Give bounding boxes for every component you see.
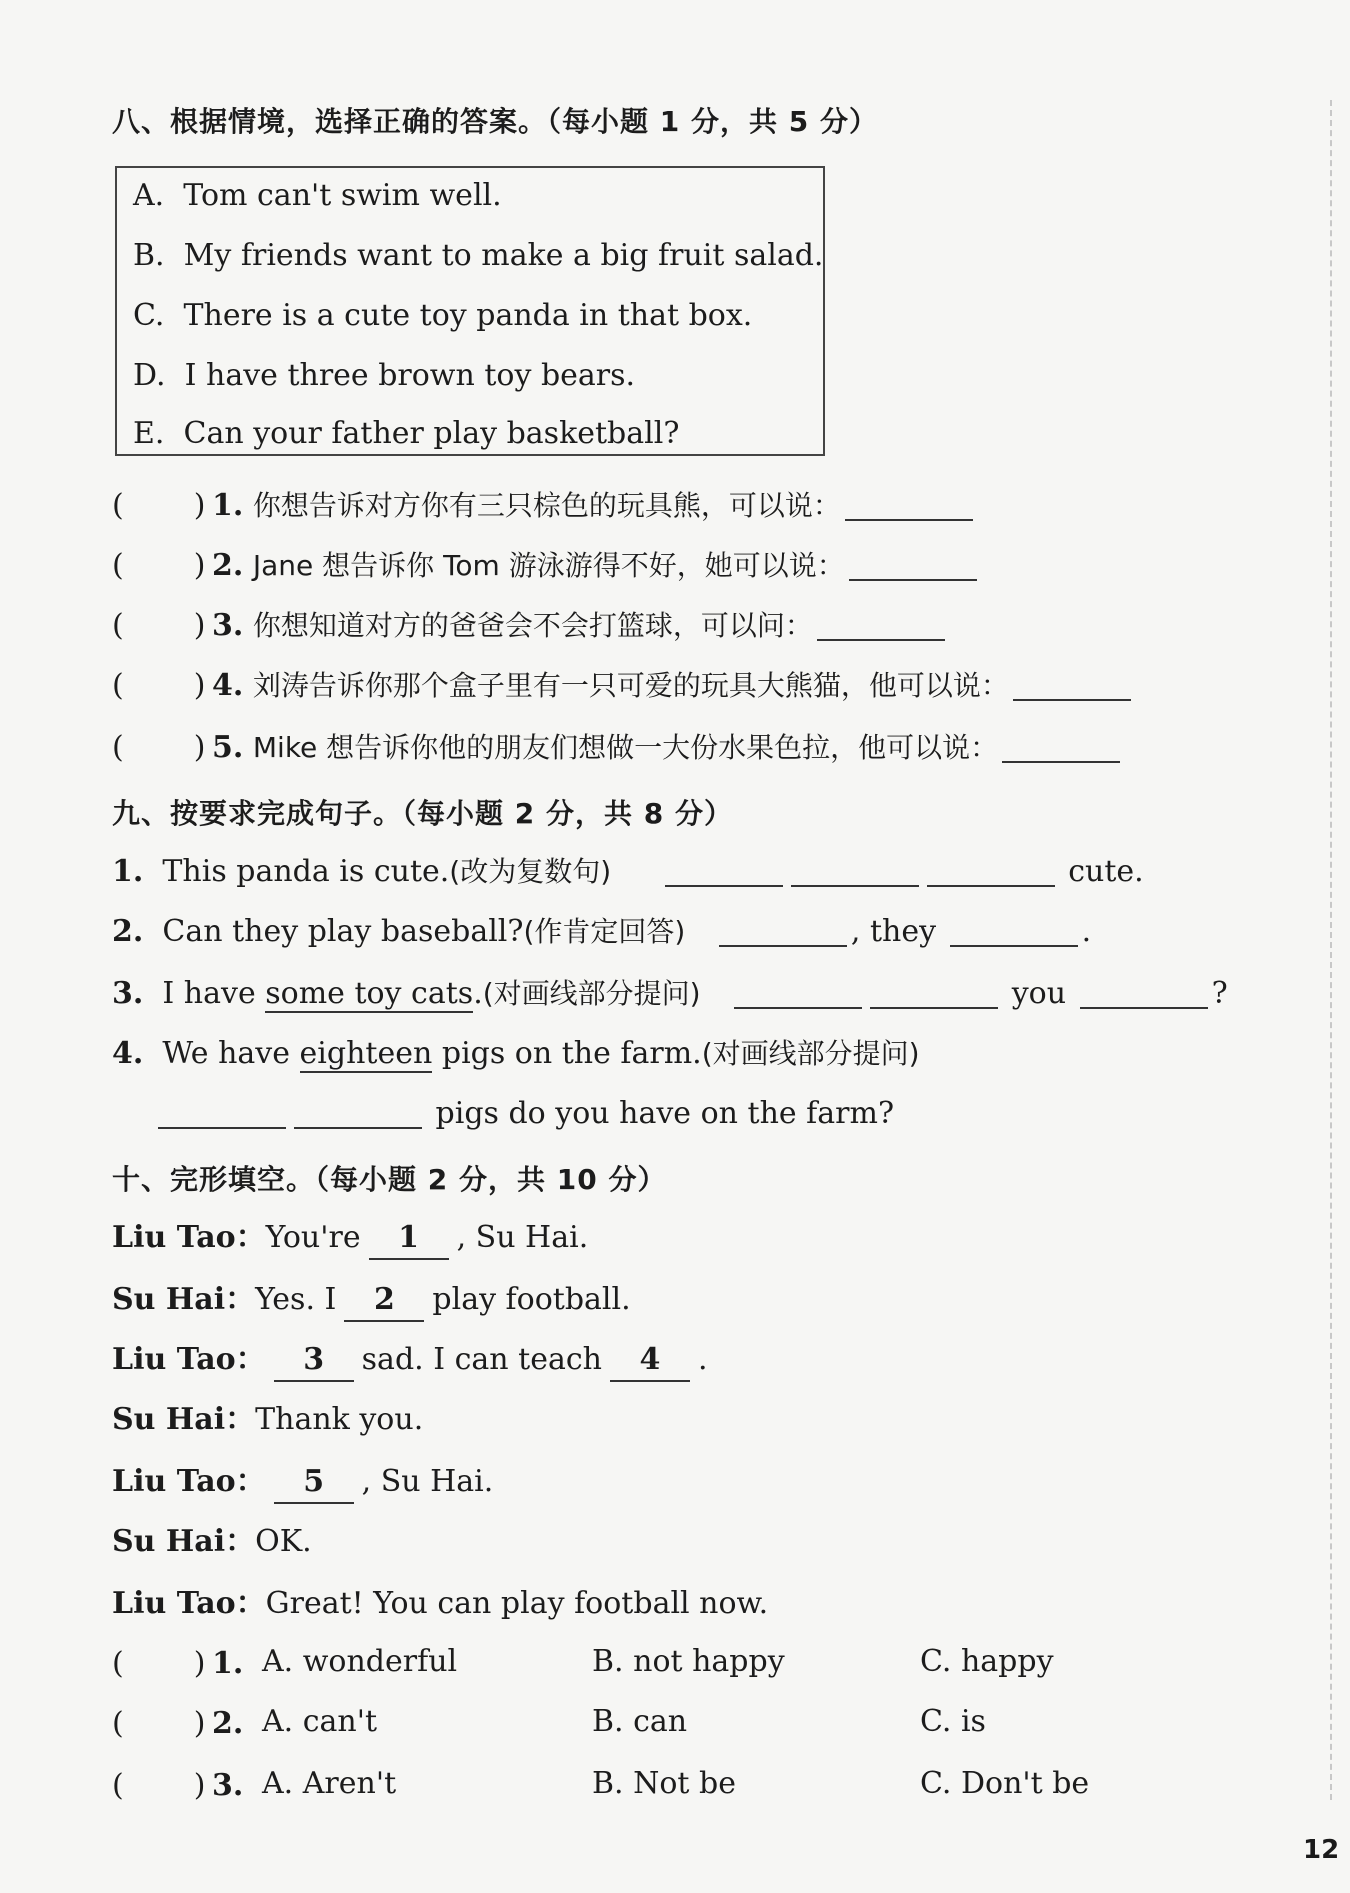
s8-question-1: ( ) 1. 你想告诉对方你有三只棕色的玩具熊，可以说： <box>112 486 977 526</box>
answer-blank[interactable] <box>158 1097 286 1129</box>
dialogue-line-5: Liu Tao： 5 , Su Hai. <box>112 1462 493 1504</box>
underlined-phrase: eighteen <box>299 1036 433 1071</box>
s8-question-3: ( ) 3. 你想知道对方的爸爸会不会打篮球，可以问： <box>112 606 949 646</box>
choice-3-b[interactable]: B. Not be <box>592 1766 736 1801</box>
s9-question-2: 2. Can they play baseball?(作肯定回答) , they . <box>112 914 1092 949</box>
cloze-blank-3[interactable]: 3 <box>274 1340 354 1382</box>
section9-header: 九、按要求完成句子。（每小题 2 分，共 8 分） <box>112 797 733 830</box>
choice-1-c[interactable]: C. happy <box>920 1644 1054 1679</box>
s8-question-2: ( ) 2. Jane 想告诉你 Tom 游泳游得不好，她可以说： <box>112 546 981 586</box>
option-b: B. My friends want to make a big fruit salad. <box>133 238 824 273</box>
choice-3-c[interactable]: C. Don't be <box>920 1766 1090 1801</box>
answer-blank[interactable] <box>950 915 1078 947</box>
dialogue-line-6: Su Hai：OK. <box>112 1524 312 1559</box>
answer-blank[interactable] <box>294 1097 422 1129</box>
choice-row-1: ( ) 1. <box>112 1644 243 1684</box>
choice-1-b[interactable]: B. not happy <box>592 1644 785 1679</box>
answer-paren-3[interactable]: ( ) <box>112 608 206 643</box>
options-box <box>115 166 825 456</box>
dialogue-line-3: Liu Tao： 3 sad. I can teach 4 . <box>112 1340 708 1382</box>
dialogue-line-2: Su Hai：Yes. I 2 play football. <box>112 1280 631 1322</box>
answer-blank[interactable] <box>870 977 998 1009</box>
choice-2-b[interactable]: B. can <box>592 1704 688 1739</box>
answer-blank[interactable] <box>1002 731 1120 763</box>
answer-blank[interactable] <box>817 609 945 641</box>
answer-blank[interactable] <box>849 549 977 581</box>
choice-answer-paren-3[interactable]: ( ) <box>112 1768 206 1803</box>
margin-dashed-line <box>1330 100 1332 1800</box>
cloze-blank-1[interactable]: 1 <box>369 1218 449 1260</box>
s8-question-5: ( ) 5. Mike 想告诉你他的朋友们想做一大份水果色拉，他可以说： <box>112 728 1124 768</box>
option-e: E. Can your father play basketball? <box>133 416 680 451</box>
cloze-blank-2[interactable]: 2 <box>344 1280 424 1322</box>
option-d: D. I have three brown toy bears. <box>133 358 636 393</box>
choice-2-a[interactable]: A. can't <box>262 1704 378 1739</box>
option-a: A. Tom can't swim well. <box>133 178 502 213</box>
choice-row-3: ( ) 3. <box>112 1766 243 1806</box>
choice-row-2: ( ) 2. <box>112 1704 243 1744</box>
choice-answer-paren-2[interactable]: ( ) <box>112 1706 206 1741</box>
answer-blank[interactable] <box>845 489 973 521</box>
answer-blank[interactable] <box>1013 669 1131 701</box>
s9-question-4: 4. We have eighteen pigs on the farm.(对画线部分提问) <box>112 1036 920 1071</box>
dialogue-line-1: Liu Tao：You're 1 , Su Hai. <box>112 1218 588 1260</box>
answer-paren-5[interactable]: ( ) <box>112 730 206 765</box>
choice-1-a[interactable]: A. wonderful <box>262 1644 458 1679</box>
cloze-blank-4[interactable]: 4 <box>610 1340 690 1382</box>
answer-blank[interactable] <box>791 855 919 887</box>
answer-blank[interactable] <box>1080 977 1208 1009</box>
dialogue-line-4: Su Hai：Thank you. <box>112 1402 424 1437</box>
s9-question-1: 1. This panda is cute.(改为复数句) cute. <box>112 854 1144 889</box>
dialogue-line-7: Liu Tao：Great! You can play football now. <box>112 1586 769 1621</box>
underlined-phrase: some toy cats <box>265 976 474 1011</box>
option-c: C. There is a cute toy panda in that box. <box>133 298 753 333</box>
answer-blank[interactable] <box>665 855 783 887</box>
cloze-blank-5[interactable]: 5 <box>274 1462 354 1504</box>
section8-header: 八、根据情境，选择正确的答案。（每小题 1 分，共 5 分） <box>112 105 878 138</box>
answer-blank[interactable] <box>927 855 1055 887</box>
page-number: 12 <box>1303 1835 1340 1865</box>
answer-blank[interactable] <box>719 915 847 947</box>
section10-header: 十、完形填空。（每小题 2 分，共 10 分） <box>112 1163 667 1196</box>
choice-3-a[interactable]: A. Aren't <box>262 1766 397 1801</box>
choice-2-c[interactable]: C. is <box>920 1704 986 1739</box>
answer-paren-2[interactable]: ( ) <box>112 548 206 583</box>
s8-question-4: ( ) 4. 刘涛告诉你那个盒子里有一只可爱的玩具大熊猫，他可以说： <box>112 666 1135 706</box>
s9-question-3: 3. I have some toy cats.(对画线部分提问) you ? <box>112 976 1228 1011</box>
s9-question-4-line2: pigs do you have on the farm? <box>154 1094 894 1134</box>
answer-blank[interactable] <box>734 977 862 1009</box>
choice-answer-paren-1[interactable]: ( ) <box>112 1646 206 1681</box>
answer-paren-1[interactable]: ( ) <box>112 488 206 523</box>
answer-paren-4[interactable]: ( ) <box>112 668 206 703</box>
